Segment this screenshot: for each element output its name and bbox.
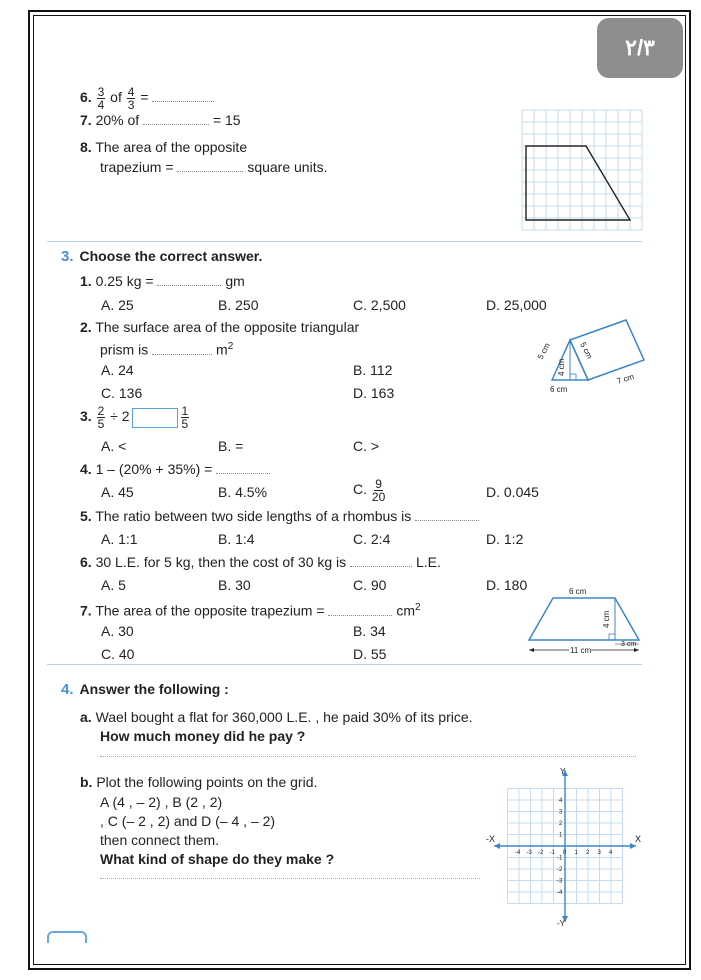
grid-trapezium-figure xyxy=(520,108,644,232)
answer-blank[interactable] xyxy=(143,124,209,125)
numerator: 3 xyxy=(97,85,105,99)
coordinate-grid xyxy=(484,764,644,929)
question-text: The area of the opposite xyxy=(95,139,248,155)
fraction-3-4 xyxy=(97,86,106,111)
answer-blank[interactable] xyxy=(152,354,212,355)
answer-line[interactable] xyxy=(100,878,480,879)
answer-blank[interactable] xyxy=(350,566,412,567)
prism-label-base: 6 cm xyxy=(550,385,568,394)
option-b[interactable]: B. 112 xyxy=(353,362,393,378)
answer-blank[interactable] xyxy=(177,171,243,172)
answer-blank[interactable] xyxy=(328,615,392,616)
section-divider xyxy=(47,664,642,665)
prism-label-side: 5 cm xyxy=(578,340,595,361)
s3-question-1 xyxy=(80,273,245,289)
option-d[interactable]: D. 25,000 xyxy=(486,297,547,313)
question-8-line2 xyxy=(100,159,328,175)
option-d[interactable]: D. 163 xyxy=(353,385,395,401)
x-tick-label: -2 xyxy=(538,850,544,856)
fraction-9-20 xyxy=(372,478,385,503)
unit-text: m xyxy=(216,341,228,358)
s4-question-a-line2: How much money did he pay ? xyxy=(100,728,306,744)
corner-tab xyxy=(47,931,87,943)
option-c[interactable]: C. > xyxy=(353,438,380,454)
answer-box[interactable] xyxy=(132,408,178,428)
x-tick-label: 3 xyxy=(597,850,601,856)
section-3-heading xyxy=(61,248,262,265)
question-number: 6. xyxy=(80,89,92,106)
numerator: 4 xyxy=(127,85,135,99)
answer-blank[interactable] xyxy=(157,285,221,286)
x-tick-label: -4 xyxy=(515,850,521,856)
superscript: 2 xyxy=(414,602,421,613)
option-c[interactable] xyxy=(353,478,386,503)
x-tick-label: 4 xyxy=(609,850,613,856)
option-label: C. xyxy=(353,481,367,498)
trapezium-figure xyxy=(525,584,649,658)
s3-question-4 xyxy=(80,461,270,477)
x-tick-label: 2 xyxy=(586,850,590,856)
x-tick-label: 1 xyxy=(574,850,578,856)
denominator: 5 xyxy=(181,417,189,431)
y-tick-label: 3 xyxy=(559,809,563,816)
x-tick-label: -3 xyxy=(526,850,532,856)
question-number: 6. xyxy=(80,554,92,570)
question-text: The area of the opposite trapezium = xyxy=(95,602,325,619)
section-4-heading xyxy=(61,681,229,698)
option-c[interactable]: C. 90 xyxy=(353,577,387,593)
option-b[interactable]: B. 250 xyxy=(218,297,259,313)
section-number: 3. xyxy=(61,248,74,265)
question-text: The ratio between two side lengths of a rhombus is xyxy=(95,508,412,524)
option-d[interactable]: D. 0.045 xyxy=(486,484,539,500)
question-number: 2. xyxy=(80,319,92,335)
option-a[interactable]: A. 1:1 xyxy=(101,531,138,547)
s4-question-b-line5: What kind of shape do they make ? xyxy=(100,851,335,867)
page-number-badge: ٢/٣ xyxy=(597,18,683,78)
option-a[interactable]: A. < xyxy=(101,438,127,454)
section-number: 4. xyxy=(61,681,74,698)
question-text: ÷ 2 xyxy=(110,408,130,425)
s3-question-5 xyxy=(80,508,479,524)
question-text: trapezium = xyxy=(100,159,174,175)
y-tick-label: 2 xyxy=(559,821,563,827)
option-a[interactable]: A. 45 xyxy=(101,484,134,500)
option-c[interactable]: C. 2,500 xyxy=(353,297,406,313)
question-number: 1. xyxy=(80,273,92,289)
s4-question-b-line2: A (4 , – 2) , B (2 , 2) xyxy=(100,794,223,810)
question-8 xyxy=(80,139,247,155)
question-text: 30 L.E. for 5 kg, then the cost of 30 kg is xyxy=(95,554,347,570)
unit-text: cm xyxy=(396,602,415,619)
answer-line[interactable] xyxy=(100,756,636,757)
option-a[interactable]: A. 25 xyxy=(101,297,134,313)
option-d[interactable]: D. 180 xyxy=(486,577,528,593)
unit-text: L.E. xyxy=(415,554,441,570)
option-a[interactable]: A. 24 xyxy=(101,362,134,378)
question-number: 7. xyxy=(80,602,92,619)
trap-label-bottom: 11 cm xyxy=(570,646,592,655)
text-of: of xyxy=(110,89,122,106)
s4-question-b-line3: , C (– 2 , 2) and D (– 4 , – 2) xyxy=(100,813,276,829)
s4-question-b xyxy=(80,774,317,790)
y-tick-label: -3 xyxy=(557,878,563,885)
question-text: prism is xyxy=(100,341,149,358)
option-c[interactable]: C. 40 xyxy=(101,646,135,662)
question-number: b. xyxy=(80,774,93,790)
x-tick-label: -1 xyxy=(549,850,555,856)
section-title: Choose the correct answer. xyxy=(79,248,263,264)
option-b[interactable]: B. 1:4 xyxy=(218,531,255,547)
y-tick-label: -4 xyxy=(557,890,563,896)
denominator: 20 xyxy=(371,490,386,504)
question-text: 0.25 kg = xyxy=(95,273,154,289)
question-number: 4. xyxy=(80,461,92,477)
denominator: 5 xyxy=(97,417,105,431)
fraction-1-5 xyxy=(181,405,190,430)
s3-question-2-line2 xyxy=(100,339,233,358)
option-d[interactable]: D. 55 xyxy=(353,646,387,662)
y-tick-label: -2 xyxy=(557,867,563,873)
option-c[interactable]: C. 136 xyxy=(101,385,143,401)
answer-blank[interactable] xyxy=(152,101,214,102)
trap-label-height: 4 cm xyxy=(602,610,611,628)
question-7 xyxy=(80,112,241,128)
option-c[interactable]: C. 2:4 xyxy=(353,531,391,547)
question-text: 1 – (20% + 35%) = xyxy=(95,461,213,477)
numerator: 2 xyxy=(97,404,105,418)
section-title: Answer the following : xyxy=(79,681,229,697)
prism-label-height: 4 cm xyxy=(557,358,566,376)
trap-label-side: 3 cm xyxy=(621,641,637,648)
s4-question-a xyxy=(80,709,473,725)
question-text: Wael bought a flat for 360,000 L.E. , he paid 30% of its price. xyxy=(95,709,473,725)
axis-label-neg-x: -X xyxy=(486,834,495,844)
fraction-4-3 xyxy=(127,86,136,111)
answer-blank[interactable] xyxy=(216,473,270,474)
unit-text: gm xyxy=(225,273,245,289)
section-divider xyxy=(47,241,642,242)
question-number: 8. xyxy=(80,139,92,155)
answer-blank[interactable] xyxy=(415,520,479,521)
s3-question-7 xyxy=(80,600,421,619)
x-tick-label: 0 xyxy=(563,850,567,856)
fraction-2-5 xyxy=(97,405,106,430)
question-number: 7. xyxy=(80,112,92,128)
s3-question-2 xyxy=(80,319,359,335)
denominator: 4 xyxy=(97,98,105,112)
option-b[interactable]: B. = xyxy=(218,438,244,454)
question-number: 3. xyxy=(80,408,92,425)
superscript: 2 xyxy=(227,341,234,352)
option-b[interactable]: B. 4.5% xyxy=(218,484,268,500)
question-6 xyxy=(80,86,214,111)
denominator: 3 xyxy=(127,98,135,112)
y-tick-label: 1 xyxy=(559,832,563,839)
option-a[interactable]: A. 30 xyxy=(101,623,134,639)
prism-label-slant: 5 cm xyxy=(535,341,552,361)
question-number: a. xyxy=(80,709,92,725)
question-text: = 15 xyxy=(212,112,241,128)
numerator: 1 xyxy=(181,404,189,418)
option-b[interactable]: B. 30 xyxy=(218,577,251,593)
question-text: square units. xyxy=(247,159,328,175)
s4-question-b-line4: then connect them. xyxy=(100,832,220,848)
numerator: 9 xyxy=(375,477,382,491)
equals-sign: = xyxy=(140,89,149,106)
question-text: The surface area of the opposite triangular xyxy=(95,319,360,335)
axis-label-x: X xyxy=(635,834,642,844)
option-a[interactable]: A. 5 xyxy=(101,577,126,593)
option-b[interactable]: B. 34 xyxy=(353,623,386,639)
y-tick-label: -1 xyxy=(557,855,563,862)
triangular-prism-figure xyxy=(528,318,648,398)
axis-label-y: Y xyxy=(560,767,566,776)
question-text: Plot the following points on the grid. xyxy=(96,774,318,790)
s3-question-3 xyxy=(80,405,190,430)
s3-question-6 xyxy=(80,554,441,570)
trap-label-top: 6 cm xyxy=(569,587,587,596)
y-tick-label: 4 xyxy=(559,798,563,804)
prism-label-length: 7 cm xyxy=(615,371,636,386)
axis-label-neg-y: -Y xyxy=(557,919,565,928)
option-d[interactable]: D. 1:2 xyxy=(486,531,524,547)
question-number: 5. xyxy=(80,508,92,524)
question-text: 20% of xyxy=(95,112,140,128)
